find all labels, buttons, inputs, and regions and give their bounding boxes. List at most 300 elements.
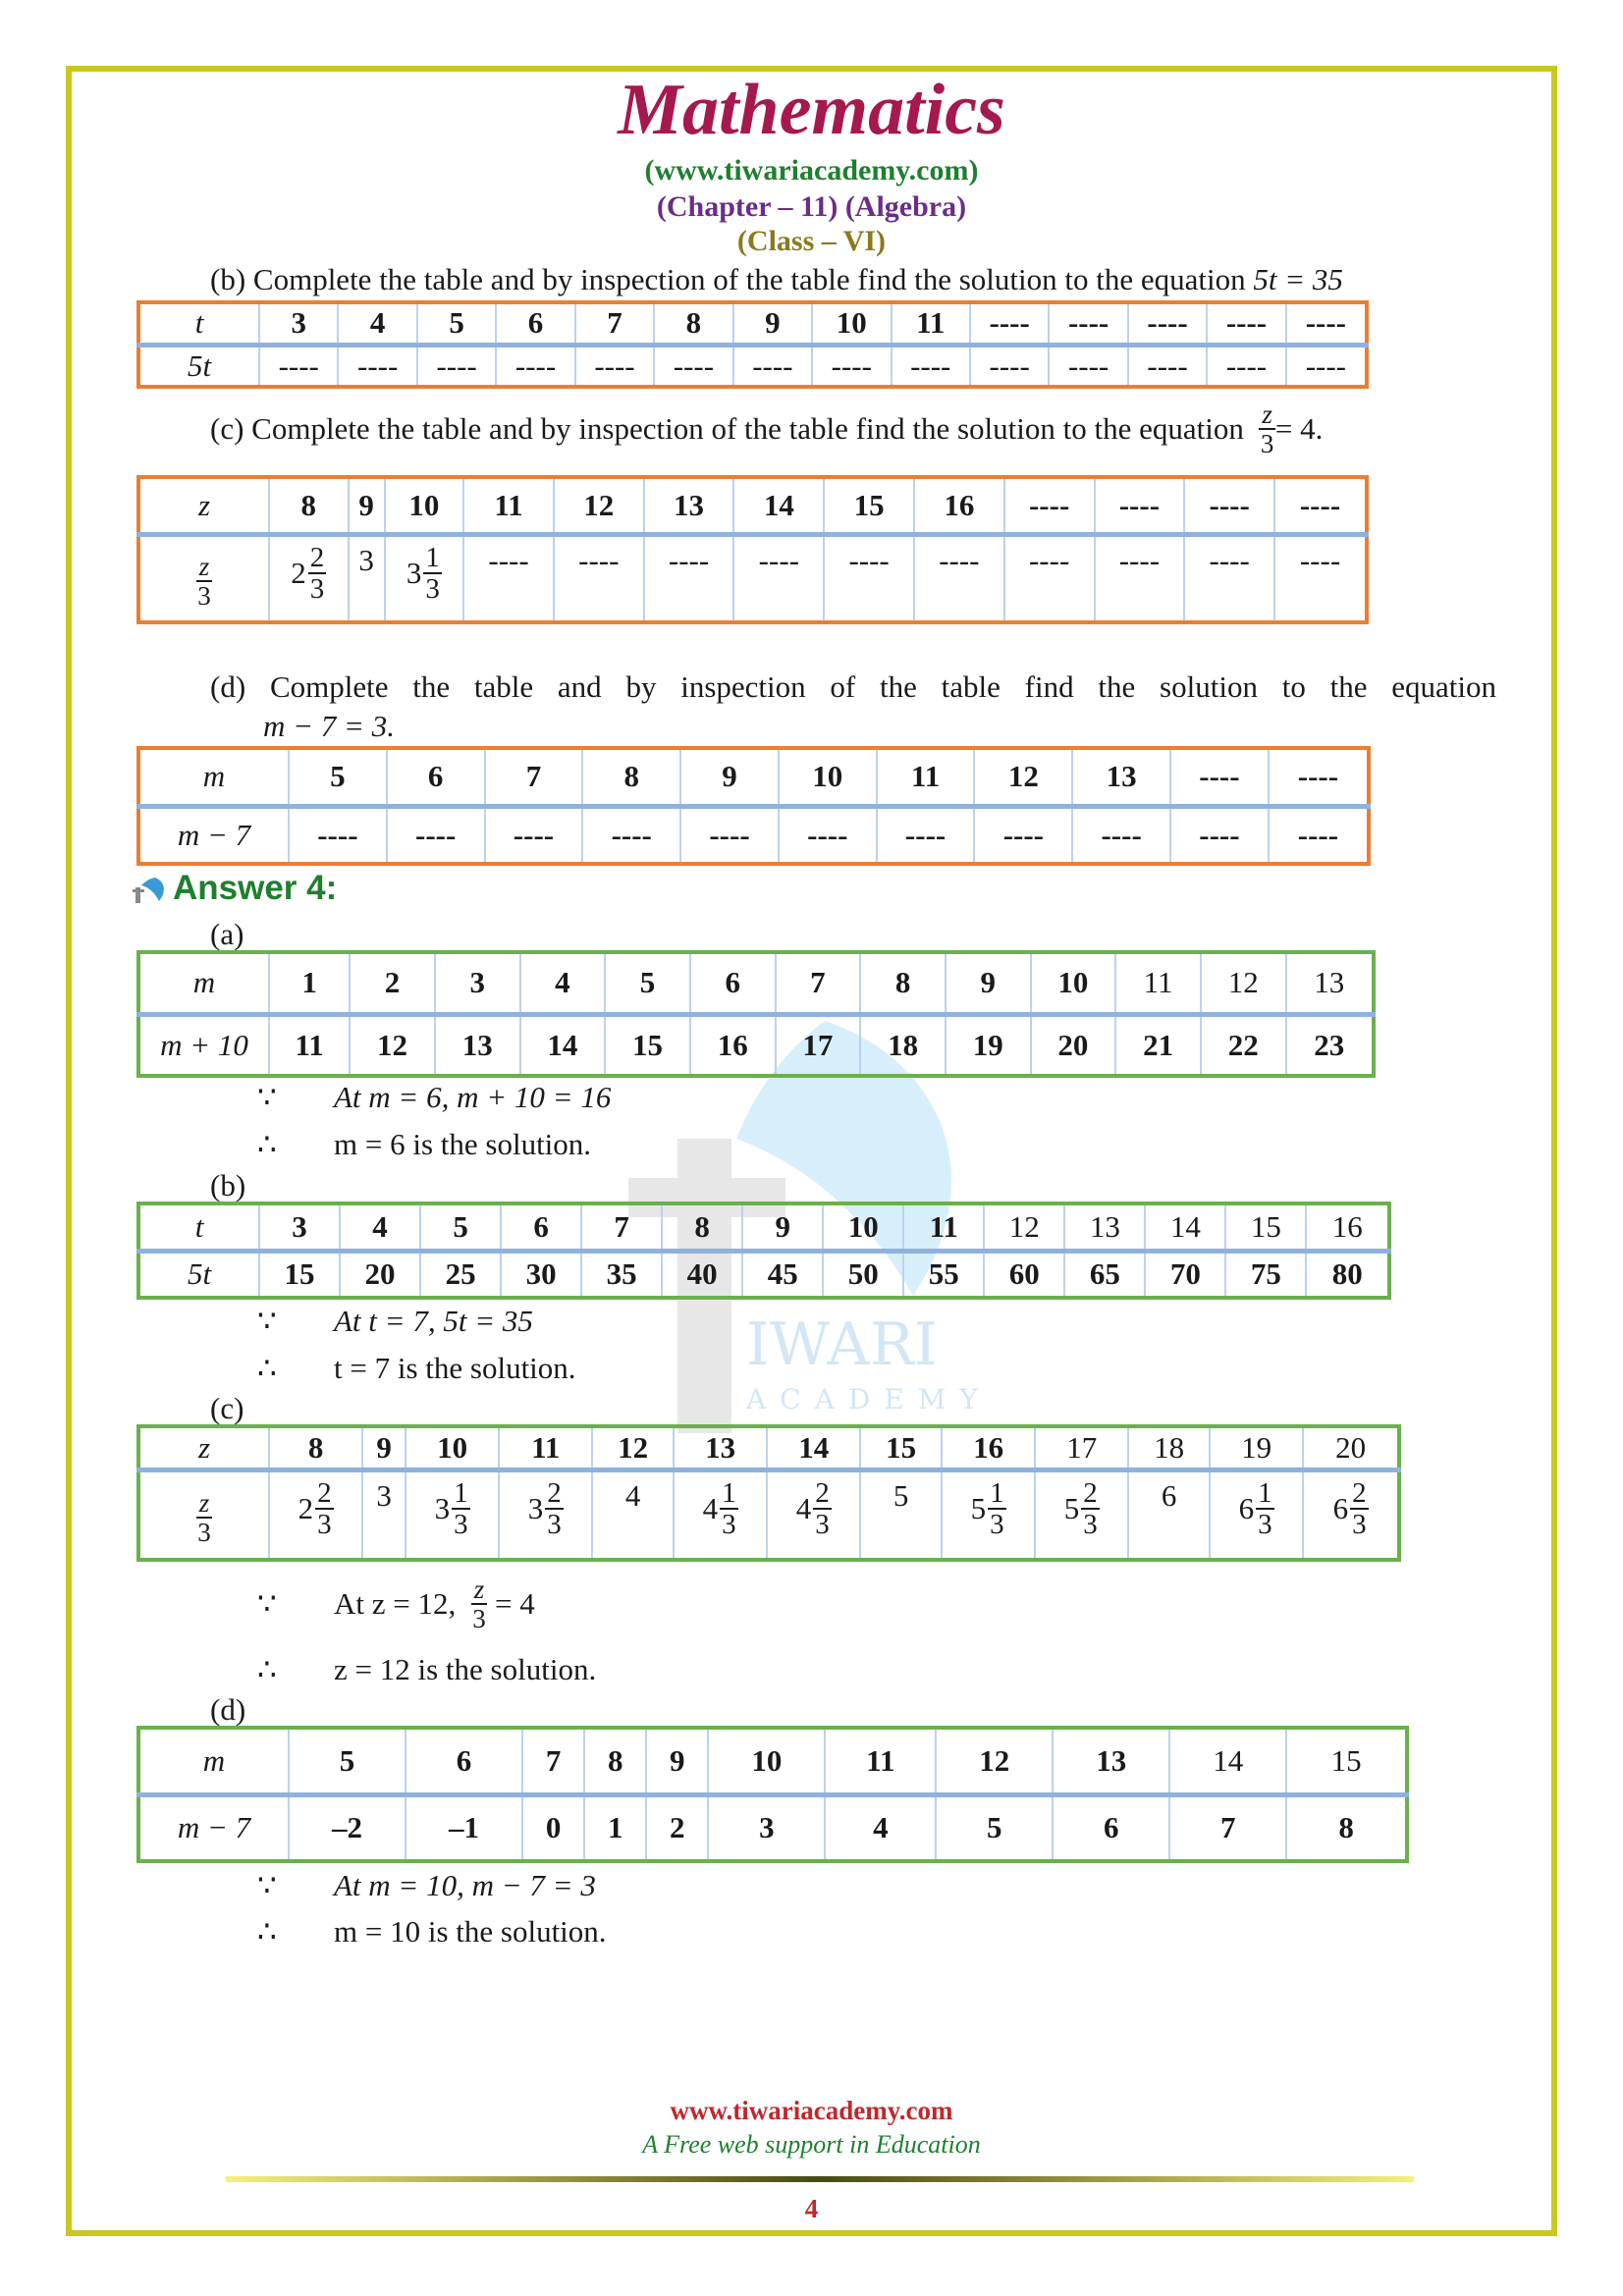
- answer-d-label: (d): [210, 1692, 246, 1727]
- answer-b-table: [136, 1201, 1391, 1300]
- cell: 5: [417, 302, 496, 345]
- cell: ----: [485, 806, 583, 864]
- cell: 15: [1286, 1728, 1407, 1794]
- cell: 21: [1115, 1014, 1201, 1076]
- row-header: m: [202, 759, 226, 794]
- cell: 6: [496, 302, 574, 345]
- cell: 11: [877, 748, 975, 806]
- cell: 10: [406, 1426, 499, 1469]
- mixed-fraction: [291, 543, 326, 604]
- cell: [1303, 1469, 1399, 1560]
- page-title: Mathematics: [618, 70, 1005, 150]
- cell: 3: [259, 302, 338, 345]
- cell: 18: [1128, 1426, 1210, 1469]
- fraction-denominator: 3: [317, 1508, 332, 1540]
- table-row: [138, 345, 1367, 387]
- cell: ----: [970, 302, 1049, 345]
- because-rhs: = 4: [495, 1586, 535, 1621]
- answer-d-because: [257, 1868, 596, 1903]
- cell: ----: [877, 806, 975, 864]
- fraction-numerator: 2: [815, 1476, 830, 1509]
- cell: 12: [554, 477, 644, 534]
- answer-d-table: [136, 1726, 1409, 1863]
- table-row: [138, 1203, 1389, 1251]
- question-c-rhs: = 4.: [1274, 411, 1324, 446]
- cell: 9: [349, 477, 385, 534]
- cell: ----: [970, 345, 1049, 387]
- cell: ----: [575, 345, 654, 387]
- cell: 13: [1053, 1728, 1169, 1794]
- fraction-numerator: 1: [990, 1476, 1004, 1509]
- row-header-t: t: [194, 305, 204, 341]
- cell: 9: [362, 1426, 406, 1469]
- therefore-text: m = 6 is the solution.: [334, 1127, 592, 1161]
- fraction-denominator: 3: [815, 1508, 830, 1540]
- cell: ----: [1128, 345, 1207, 387]
- cell: 17: [1035, 1426, 1128, 1469]
- cell: 14: [767, 1426, 860, 1469]
- cell: 13: [1064, 1203, 1145, 1251]
- page-number: 4: [804, 2194, 819, 2223]
- row-header: m − 7: [177, 1810, 251, 1845]
- because-symbol: ∵: [257, 1304, 277, 1338]
- answer-c-table: [136, 1424, 1401, 1562]
- cell: 50: [823, 1251, 903, 1298]
- question-d-text: Complete the table and by inspection of the table find the solution to the equation: [269, 669, 1496, 704]
- because-fraction: [471, 1575, 488, 1632]
- cell: ----: [1286, 345, 1367, 387]
- fraction-numerator: 1: [425, 541, 440, 573]
- cell: [463, 534, 554, 622]
- cell: [674, 1469, 767, 1560]
- svg-text:ACADEMY: ACADEMY: [746, 1383, 992, 1415]
- fraction-denominator: 3: [1258, 1508, 1272, 1540]
- fraction: [196, 553, 213, 610]
- fraction-numerator: z: [196, 553, 213, 582]
- cell: 15: [860, 1426, 942, 1469]
- cell: ----: [582, 806, 680, 864]
- cell: 25: [420, 1251, 501, 1298]
- cell: ----: [387, 806, 485, 864]
- fraction-denominator: 3: [1260, 429, 1274, 458]
- fraction-denominator: 3: [990, 1508, 1004, 1540]
- cell: ----: [974, 806, 1072, 864]
- cell: 22: [1201, 1014, 1286, 1076]
- cell: 13: [674, 1426, 767, 1469]
- question-b-table: [136, 300, 1369, 389]
- mixed-fraction: [435, 1478, 470, 1539]
- therefore-text: m = 10 is the solution.: [334, 1914, 607, 1949]
- fraction-numerator: z: [471, 1575, 488, 1605]
- cell: 7: [485, 748, 583, 806]
- cell: 13: [1072, 748, 1170, 806]
- cell: 0: [522, 1794, 584, 1861]
- row-header: 5t: [187, 1256, 212, 1292]
- cell: 11: [903, 1203, 984, 1251]
- cell: 12: [974, 748, 1072, 806]
- cell: 12: [984, 1203, 1064, 1251]
- cell: 11: [499, 1426, 592, 1469]
- cell: ----: [1004, 477, 1095, 534]
- cell-value: 6: [1161, 1477, 1177, 1513]
- cell: ----: [289, 806, 387, 864]
- cell: 10: [823, 1203, 903, 1251]
- whole: 3: [434, 1490, 451, 1525]
- cell: ----: [1207, 345, 1285, 387]
- cell: 3: [708, 1794, 825, 1861]
- answer-c-therefore: [257, 1652, 596, 1687]
- cell: [592, 1469, 674, 1560]
- cell: [1210, 1469, 1303, 1560]
- cell: 13: [644, 477, 734, 534]
- cell: ----: [259, 345, 338, 387]
- question-c-label: (c): [210, 411, 244, 446]
- cell: ----: [733, 345, 812, 387]
- fraction-denominator: 3: [1083, 1508, 1098, 1540]
- cell: 10: [779, 748, 877, 806]
- cell: ----: [1170, 806, 1269, 864]
- cell: [1095, 534, 1185, 622]
- cell: 8: [582, 748, 680, 806]
- cell-value: 3: [376, 1477, 392, 1513]
- cell-value: ----: [1118, 542, 1161, 577]
- cell: 14: [1145, 1203, 1225, 1251]
- cell: 18: [860, 1014, 946, 1076]
- answer-d-therefore: [257, 1914, 607, 1949]
- because-text: At z = 12,: [334, 1586, 457, 1621]
- cell: 7: [776, 952, 861, 1014]
- cell: 9: [680, 748, 779, 806]
- cell-value: ----: [1028, 542, 1070, 577]
- cell: ----: [338, 345, 416, 387]
- cell: 8: [654, 302, 732, 345]
- fraction-numerator: 2: [1352, 1476, 1367, 1509]
- fraction-denominator: 3: [309, 572, 325, 605]
- fraction-denominator: 3: [454, 1508, 468, 1540]
- cell: 40: [662, 1251, 742, 1298]
- cell: ----: [1095, 477, 1185, 534]
- cell: [824, 534, 914, 622]
- cell: 9: [646, 1728, 708, 1794]
- cell: [860, 1469, 942, 1560]
- cell-value: ----: [848, 542, 890, 577]
- cell: 8: [584, 1728, 646, 1794]
- cell: 12: [1201, 952, 1286, 1014]
- question-c-fraction: [1259, 400, 1275, 457]
- mixed-fraction: [796, 1478, 832, 1539]
- cell: 9: [946, 952, 1031, 1014]
- cell: 1: [584, 1794, 646, 1861]
- cell: 14: [1169, 1728, 1286, 1794]
- cell: 12: [592, 1426, 674, 1469]
- cell: 4: [338, 302, 416, 345]
- question-b-equation: 5t = 35: [1253, 262, 1343, 296]
- cell: 7: [575, 302, 654, 345]
- cell: –2: [289, 1794, 406, 1861]
- whole: 3: [406, 555, 422, 590]
- question-b-text: Complete the table and by inspection of the table find the solution to the equation: [252, 262, 1246, 296]
- mixed-fraction: [528, 1478, 564, 1539]
- cell: ----: [1049, 302, 1127, 345]
- table-row: [138, 806, 1369, 864]
- cell: [554, 534, 644, 622]
- whole: 6: [1238, 1490, 1255, 1525]
- cell: 8: [1286, 1794, 1407, 1861]
- answer-heading-text: Answer 4:: [173, 869, 338, 907]
- therefore-text: z = 12 is the solution.: [334, 1652, 597, 1686]
- cell: –1: [406, 1794, 522, 1861]
- question-b: [210, 260, 1496, 299]
- cell-value: ----: [578, 542, 620, 577]
- answer-c-label: (c): [210, 1391, 244, 1425]
- cell: 70: [1145, 1251, 1225, 1298]
- mixed-fraction: [406, 543, 442, 604]
- cell: 11: [825, 1728, 936, 1794]
- cell: 3: [435, 952, 520, 1014]
- cell: 75: [1225, 1251, 1306, 1298]
- cell: ----: [1128, 302, 1207, 345]
- cell: 6: [690, 952, 776, 1014]
- answer-a-because: [257, 1080, 611, 1115]
- cell: 3: [259, 1203, 340, 1251]
- cell: 11: [1115, 952, 1201, 1014]
- cell: ----: [1274, 477, 1367, 534]
- cell: 9: [742, 1203, 823, 1251]
- row-header: m: [202, 1742, 226, 1778]
- row-header: m − 7: [177, 817, 251, 852]
- header-chapter: (Chapter – 11) (Algebra): [656, 190, 967, 223]
- cell: [914, 534, 1004, 622]
- cell: 5: [289, 748, 387, 806]
- cell: 11: [892, 302, 970, 345]
- mixed-fraction: [703, 1478, 738, 1539]
- fraction-denominator: 3: [197, 1517, 211, 1547]
- cell: [349, 534, 385, 622]
- table-row: [138, 302, 1367, 345]
- cell: ----: [779, 806, 877, 864]
- row-header: m: [192, 965, 216, 1000]
- fraction-numerator: 1: [454, 1476, 468, 1509]
- cell: 8: [269, 1426, 362, 1469]
- whole: 4: [702, 1490, 719, 1525]
- cell: 20: [1031, 1014, 1116, 1076]
- cell: ----: [1269, 806, 1369, 864]
- cell: 13: [1286, 952, 1374, 1014]
- table-row: [138, 952, 1374, 1014]
- answer-b-because: [257, 1304, 533, 1339]
- cell: [733, 534, 824, 622]
- cell: [644, 534, 734, 622]
- cell: 30: [501, 1251, 581, 1298]
- cell: [269, 1469, 362, 1560]
- cell-value: ----: [668, 542, 710, 577]
- cell: 14: [733, 477, 824, 534]
- cell: ----: [1286, 302, 1367, 345]
- whole: 5: [1063, 1490, 1080, 1525]
- cell-value: 4: [624, 1477, 641, 1513]
- question-d: [210, 667, 1496, 707]
- table-row: [138, 1728, 1407, 1794]
- fraction-denominator: 3: [722, 1508, 736, 1540]
- cell: ----: [1072, 806, 1170, 864]
- whole: 5: [970, 1490, 987, 1525]
- cell: 1: [269, 952, 350, 1014]
- cell: 8: [662, 1203, 742, 1251]
- cell: ----: [680, 806, 779, 864]
- cell: 4: [825, 1794, 936, 1861]
- cell-value: ----: [939, 542, 980, 577]
- mixed-fraction: [971, 1478, 1006, 1539]
- cell: [1004, 534, 1095, 622]
- question-d-table: [136, 746, 1371, 866]
- cell: 16: [1306, 1203, 1389, 1251]
- cell: 5: [420, 1203, 501, 1251]
- cell: 2: [350, 952, 435, 1014]
- cell: 45: [742, 1251, 823, 1298]
- row-header-fraction: [138, 534, 269, 622]
- cell: 12: [936, 1728, 1053, 1794]
- svg-text:IWARI: IWARI: [746, 1310, 938, 1379]
- cell: 15: [259, 1251, 340, 1298]
- cell: 14: [520, 1014, 606, 1076]
- cell-value: 3: [358, 542, 374, 577]
- footer-url[interactable]: www.tiwariacademy.com: [670, 2096, 953, 2125]
- because-symbol: ∵: [257, 1586, 277, 1621]
- cell: ----: [1049, 345, 1127, 387]
- fraction-numerator: 2: [317, 1476, 332, 1509]
- cell: [767, 1469, 860, 1560]
- cell: 5: [936, 1794, 1053, 1861]
- table-row: [138, 748, 1369, 806]
- cell: 4: [340, 1203, 420, 1251]
- therefore-symbol: ∴: [257, 1652, 277, 1686]
- whole: 2: [298, 1490, 314, 1525]
- cell: 13: [435, 1014, 520, 1076]
- cell: 7: [581, 1203, 662, 1251]
- cell: 16: [690, 1014, 776, 1076]
- mixed-fraction: [1064, 1478, 1100, 1539]
- answer-a-label: (a): [210, 917, 244, 951]
- cell: 20: [340, 1251, 420, 1298]
- answer-a-therefore: [257, 1127, 591, 1162]
- cell: [362, 1469, 406, 1560]
- cell: 19: [1210, 1426, 1303, 1469]
- cell: 9: [733, 302, 812, 345]
- cell: 4: [520, 952, 606, 1014]
- therefore-symbol: ∴: [257, 1127, 277, 1161]
- cell: 20: [1303, 1426, 1399, 1469]
- cell: [269, 534, 349, 622]
- answer-c-because: [257, 1575, 535, 1632]
- cell: ----: [1207, 302, 1285, 345]
- fraction-numerator: 1: [1258, 1476, 1272, 1509]
- cell: 15: [824, 477, 914, 534]
- because-symbol: ∵: [257, 1868, 277, 1902]
- fraction-numerator: z: [196, 1489, 213, 1519]
- cell: 6: [406, 1728, 522, 1794]
- row-header-5t: 5t: [187, 347, 212, 383]
- cell: 8: [269, 477, 349, 534]
- cell: 10: [812, 302, 891, 345]
- cell: 35: [581, 1251, 662, 1298]
- cell: 16: [914, 477, 1004, 534]
- cell-value: ----: [488, 542, 529, 577]
- row-header: t: [194, 1208, 204, 1244]
- header-class: (Class – VI): [736, 225, 887, 257]
- cell: 2: [646, 1794, 708, 1861]
- cell: 15: [1225, 1203, 1306, 1251]
- fraction-numerator: 2: [309, 541, 325, 573]
- because-symbol: ∵: [257, 1080, 277, 1114]
- table-row: [138, 477, 1367, 534]
- whole: 4: [795, 1490, 812, 1525]
- fraction-numerator: 2: [1083, 1476, 1098, 1509]
- cell: ----: [1184, 477, 1274, 534]
- therefore-text: t = 7 is the solution.: [334, 1351, 576, 1385]
- cell: [1274, 534, 1367, 622]
- row-header: m + 10: [160, 1027, 248, 1062]
- question-d-label: (d): [210, 669, 246, 704]
- question-c-table: [136, 475, 1369, 624]
- cell: 7: [1169, 1794, 1286, 1861]
- cell: [1184, 534, 1274, 622]
- question-d-equation: m − 7 = 3.: [263, 709, 395, 743]
- cell: 6: [1053, 1794, 1169, 1861]
- header-url: (www.tiwariacademy.com): [644, 154, 979, 187]
- row-header-fraction: [138, 1469, 269, 1560]
- fraction-denominator: 3: [425, 572, 440, 605]
- table-row: [138, 1426, 1399, 1469]
- cell: [385, 534, 464, 622]
- answer-a-table: [136, 950, 1376, 1078]
- cell: ----: [892, 345, 970, 387]
- fraction-denominator: 3: [1352, 1508, 1367, 1540]
- fraction-denominator: 3: [197, 580, 211, 611]
- cell-value: ----: [1209, 542, 1250, 577]
- question-c: [210, 400, 1516, 457]
- because-text: At t = 7, 5t = 35: [334, 1304, 533, 1338]
- fraction: [196, 1489, 213, 1546]
- cell: ----: [812, 345, 891, 387]
- cell: 11: [463, 477, 554, 534]
- cell: 19: [946, 1014, 1031, 1076]
- cell-value: ----: [1299, 542, 1341, 577]
- cell: 10: [1031, 952, 1116, 1014]
- cell: 15: [605, 1014, 690, 1076]
- fraction-numerator: z: [1259, 400, 1275, 430]
- cell: ----: [1269, 748, 1369, 806]
- mixed-fraction: [1333, 1478, 1369, 1539]
- therefore-symbol: ∴: [257, 1914, 277, 1949]
- tiwari-leaf-icon: [132, 876, 169, 905]
- cell-value: 5: [893, 1477, 909, 1513]
- cell: 6: [387, 748, 485, 806]
- cell: 11: [269, 1014, 350, 1076]
- cell: ----: [496, 345, 574, 387]
- cell: 7: [522, 1728, 584, 1794]
- cell: 60: [984, 1251, 1064, 1298]
- fraction-denominator: 3: [547, 1508, 562, 1540]
- answer-b-therefore: [257, 1351, 576, 1386]
- footer-divider: [226, 2176, 1414, 2182]
- row-header: z: [197, 487, 211, 522]
- cell: 16: [942, 1426, 1035, 1469]
- cell: [499, 1469, 592, 1560]
- cell: 80: [1306, 1251, 1389, 1298]
- mixed-fraction: [298, 1478, 334, 1539]
- whole: 6: [1332, 1490, 1349, 1525]
- cell: ----: [1170, 748, 1269, 806]
